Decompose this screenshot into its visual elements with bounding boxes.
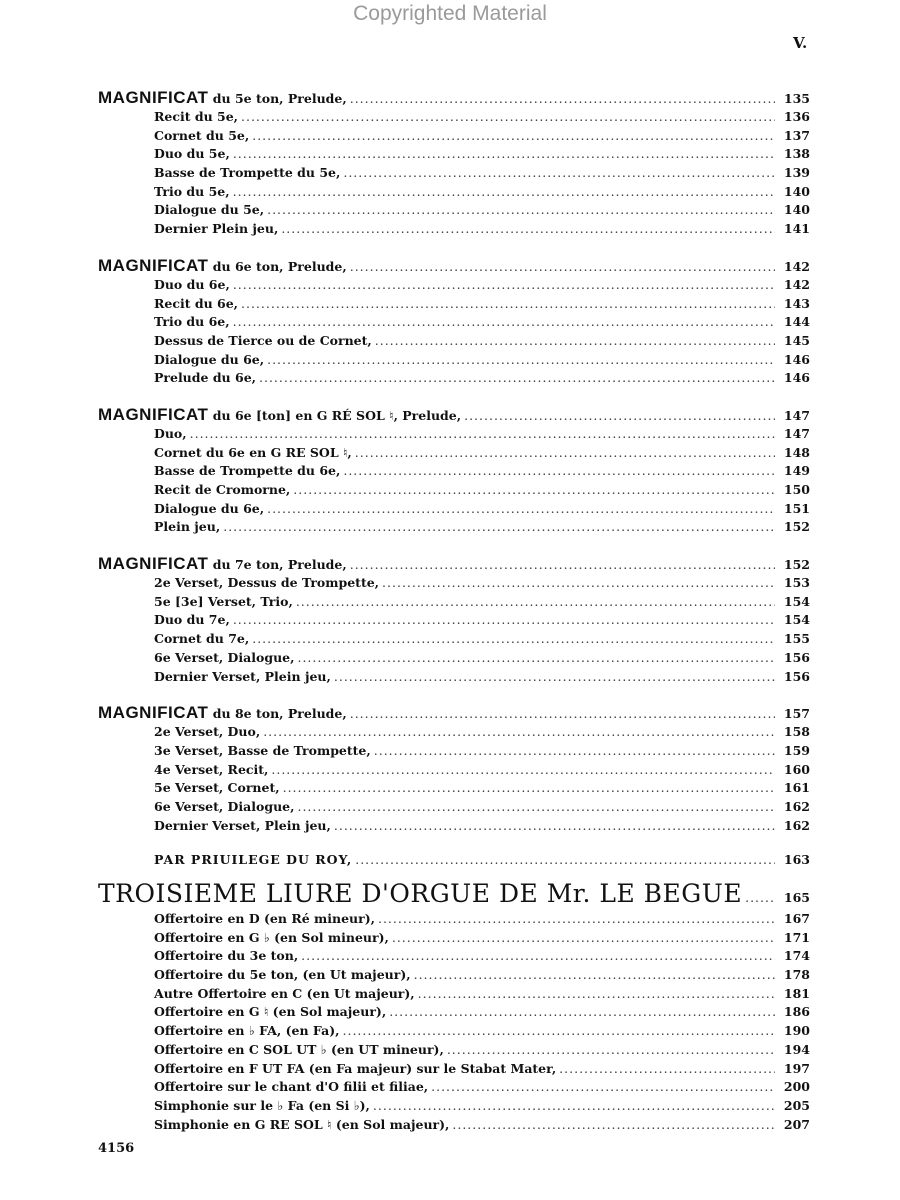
entry-page: 145 bbox=[783, 332, 810, 348]
toc-entry bbox=[98, 947, 810, 966]
leader-dots bbox=[375, 332, 775, 351]
entry-title bbox=[98, 985, 415, 1004]
leader-dots bbox=[374, 742, 775, 761]
toc-entry bbox=[98, 183, 810, 202]
leader-dots bbox=[259, 369, 775, 388]
entry-title bbox=[98, 220, 278, 239]
toc-entry bbox=[98, 966, 810, 985]
entry-page: 205 bbox=[783, 1097, 810, 1113]
entry-text: Offertoire en F UT FA (en Fa majeur) sur le Stabat Mater, bbox=[154, 1060, 557, 1076]
book-entries bbox=[98, 910, 810, 1134]
entry-title bbox=[98, 332, 372, 351]
toc-entry bbox=[98, 295, 810, 314]
entry-page: 156 bbox=[783, 649, 810, 665]
entry-page: 139 bbox=[783, 165, 810, 181]
entry-title bbox=[98, 668, 331, 687]
leader-dots bbox=[267, 500, 775, 519]
toc-entry bbox=[98, 313, 810, 332]
entry-text: Prelude du 6e, bbox=[154, 370, 257, 386]
entry-page: 171 bbox=[783, 929, 810, 945]
entry-title bbox=[98, 1078, 428, 1097]
toc-entry bbox=[98, 351, 810, 370]
heading-prefix: MAGNIFICAT bbox=[98, 255, 209, 275]
leader-dots bbox=[233, 276, 775, 295]
entry-page: 181 bbox=[783, 985, 810, 1001]
leader-dots bbox=[373, 1097, 775, 1116]
entry-text: Simphonie en G RE SOL ♮ (en Sol majeur), bbox=[154, 1116, 450, 1132]
leader-dots bbox=[343, 1022, 776, 1041]
leader-dots bbox=[241, 295, 775, 314]
leader-dots bbox=[559, 1060, 775, 1079]
leader-dots bbox=[355, 444, 775, 463]
leader-dots bbox=[296, 593, 775, 612]
privilege-entry bbox=[98, 851, 810, 870]
leader-dots bbox=[350, 554, 775, 575]
entry-title bbox=[98, 817, 331, 836]
entry-page: 138 bbox=[783, 146, 810, 162]
entry-title bbox=[98, 1022, 340, 1041]
entry-title bbox=[98, 630, 249, 649]
entry-page: 186 bbox=[783, 1004, 810, 1020]
entry-text: Dernier Verset, Plein jeu, bbox=[154, 668, 331, 684]
entry-page: 200 bbox=[783, 1079, 810, 1095]
entry-title bbox=[98, 164, 340, 183]
entry-page: 153 bbox=[783, 575, 810, 591]
footer-code: 4156 bbox=[98, 1141, 135, 1156]
entry-page: 167 bbox=[783, 911, 810, 926]
section-heading bbox=[98, 404, 810, 425]
entry-title bbox=[98, 481, 290, 500]
heading-prefix: MAGNIFICAT bbox=[98, 88, 209, 107]
entry-text: 6e Verset, Dialogue, bbox=[154, 649, 295, 665]
toc-entry bbox=[98, 910, 810, 929]
entry-text: Offertoire en G ♭ (en Sol mineur), bbox=[154, 929, 389, 945]
entry-title bbox=[98, 518, 220, 537]
toc-entry bbox=[98, 929, 810, 948]
magnificat-sections bbox=[98, 87, 810, 835]
entry-text: 2e Verset, Dessus de Trompette, bbox=[154, 575, 380, 591]
toc-entry bbox=[98, 1003, 810, 1022]
leader-dots bbox=[263, 723, 775, 742]
entry-title bbox=[98, 966, 411, 985]
copyright-watermark: Copyrighted Material bbox=[353, 2, 547, 25]
leader-dots bbox=[389, 1003, 775, 1022]
leader-dots bbox=[447, 1041, 775, 1060]
toc-entry bbox=[98, 108, 810, 127]
book-title: TROISIEME LIURE D'ORGUE DE Mr. LE BEGUE bbox=[98, 879, 743, 908]
entry-text: 6e Verset, Dialogue, bbox=[154, 798, 295, 814]
entry-text: Offertoire du 3e ton, bbox=[154, 948, 299, 964]
entry-title bbox=[98, 404, 461, 426]
entry-page: 194 bbox=[783, 1041, 810, 1057]
entry-page: 163 bbox=[783, 852, 810, 868]
leader-dots bbox=[414, 966, 775, 985]
entry-page: 154 bbox=[783, 612, 810, 628]
entry-page: 142 bbox=[783, 258, 810, 274]
leader-dots bbox=[418, 985, 775, 1004]
leader-dots bbox=[252, 630, 775, 649]
entry-text: Cornet du 6e en G RE SOL ♮, bbox=[154, 444, 352, 460]
leader-dots bbox=[452, 1116, 775, 1135]
entry-text: Trio du 5e, bbox=[154, 183, 230, 199]
entry-text: Duo du 6e, bbox=[154, 276, 230, 292]
entry-title bbox=[98, 444, 352, 463]
leader-dots bbox=[281, 220, 775, 239]
entry-title bbox=[98, 553, 347, 575]
heading-text: du 6e [ton] en G RÉ SOL ♮, Prelude, bbox=[208, 407, 462, 423]
magnificat-section bbox=[98, 553, 810, 686]
toc-entry bbox=[98, 798, 810, 817]
leader-dots bbox=[233, 313, 775, 332]
entry-title bbox=[98, 183, 230, 202]
toc-entry bbox=[98, 1041, 810, 1060]
entry-title bbox=[98, 145, 230, 164]
toc-entry bbox=[98, 1078, 810, 1097]
entry-text: Trio du 6e, bbox=[154, 314, 230, 330]
leader-dots bbox=[343, 164, 775, 183]
entry-title bbox=[98, 425, 187, 444]
entry-page: 158 bbox=[783, 724, 810, 740]
toc-entry bbox=[98, 723, 810, 742]
entry-page: 159 bbox=[783, 742, 810, 758]
magnificat-section bbox=[98, 404, 810, 537]
entry-text: Basse de Trompette du 5e, bbox=[154, 165, 341, 181]
entry-title bbox=[98, 276, 230, 295]
toc-entry bbox=[98, 630, 810, 649]
entry-page: 149 bbox=[783, 463, 810, 479]
heading-prefix: MAGNIFICAT bbox=[98, 554, 209, 574]
leader-dots bbox=[271, 761, 775, 780]
entry-text: Recit de Cromorne, bbox=[154, 482, 291, 497]
entry-page: 143 bbox=[783, 295, 810, 311]
entry-text: 5e [3e] Verset, Trio, bbox=[154, 593, 293, 609]
entry-text: Dessus de Tierce ou de Cornet, bbox=[154, 332, 372, 348]
leader-dots bbox=[334, 668, 775, 687]
entry-title bbox=[98, 702, 347, 724]
leader-dots bbox=[382, 574, 775, 593]
entry-page: 162 bbox=[783, 817, 810, 833]
entry-title bbox=[98, 929, 389, 948]
leader-dots bbox=[241, 108, 775, 127]
entry-text: Duo du 5e, bbox=[154, 146, 230, 162]
entry-title bbox=[98, 947, 298, 966]
entry-page: 150 bbox=[783, 482, 810, 497]
leader-dots bbox=[392, 929, 775, 948]
toc-entry bbox=[98, 668, 810, 687]
entry-text: Basse de Trompette du 6e, bbox=[154, 463, 341, 479]
heading-text: du 5e ton, Prelude, bbox=[208, 91, 347, 106]
leader-dots bbox=[297, 649, 775, 668]
entry-title bbox=[98, 574, 379, 593]
entry-text: Cornet du 7e, bbox=[154, 631, 250, 647]
toc-entry bbox=[98, 201, 810, 220]
entry-title bbox=[98, 500, 264, 519]
entry-title bbox=[98, 1097, 370, 1116]
toc-entry bbox=[98, 1022, 810, 1041]
entry-page: 154 bbox=[783, 593, 810, 609]
leader-dots bbox=[283, 779, 775, 798]
toc-entry bbox=[98, 518, 810, 537]
toc-entry bbox=[98, 761, 810, 780]
entry-text: Dernier Verset, Plein jeu, bbox=[154, 817, 331, 833]
entry-text: Autre Offertoire en C (en Ut majeur), bbox=[154, 985, 415, 1001]
entry-page: 137 bbox=[783, 127, 810, 143]
entry-text: Offertoire en C SOL UT ♭ (en UT mineur), bbox=[154, 1041, 444, 1057]
heading-text: du 7e ton, Prelude, bbox=[208, 557, 347, 573]
toc-entry bbox=[98, 425, 810, 444]
toc-entry bbox=[98, 127, 810, 146]
entry-title bbox=[98, 723, 260, 742]
toc-entry bbox=[98, 649, 810, 668]
toc-entry bbox=[98, 611, 810, 630]
entry-page: 147 bbox=[783, 407, 810, 423]
entry-text: Offertoire en D (en Ré mineur), bbox=[154, 911, 375, 926]
entry-page: 157 bbox=[783, 706, 810, 722]
toc-entry bbox=[98, 332, 810, 351]
toc-entry bbox=[98, 369, 810, 388]
toc-entry bbox=[98, 985, 810, 1004]
leader-dots bbox=[252, 127, 775, 146]
toc-entry bbox=[98, 779, 810, 798]
leader-dots bbox=[233, 611, 775, 630]
leader-dots bbox=[355, 851, 775, 870]
magnificat-section bbox=[98, 702, 810, 835]
entry-title bbox=[98, 108, 238, 127]
entry-text: Dialogue du 6e, bbox=[154, 500, 265, 516]
leader-dots bbox=[343, 462, 775, 481]
heading-text: du 8e ton, Prelude, bbox=[208, 706, 347, 722]
section-heading bbox=[98, 702, 810, 723]
entry-title bbox=[98, 1116, 449, 1135]
leader-dots bbox=[464, 405, 775, 426]
entry-title bbox=[98, 798, 294, 817]
entry-text: Dialogue du 6e, bbox=[154, 351, 265, 367]
leader-dots bbox=[233, 183, 775, 202]
leader-dots bbox=[350, 703, 775, 724]
toc-entry bbox=[98, 481, 810, 500]
entry-page: 155 bbox=[783, 631, 810, 647]
entry-page: 197 bbox=[783, 1060, 810, 1076]
entry-page: 141 bbox=[783, 221, 810, 237]
section-heading bbox=[98, 255, 810, 276]
entry-page: 135 bbox=[783, 91, 810, 106]
entry-page: 140 bbox=[783, 183, 810, 199]
entry-title bbox=[98, 742, 371, 761]
leader-dots bbox=[334, 817, 775, 836]
entry-page: 161 bbox=[783, 780, 810, 796]
entry-text: Cornet du 5e, bbox=[154, 127, 250, 143]
entry-page: 162 bbox=[783, 798, 810, 814]
entry-page: 207 bbox=[783, 1116, 810, 1132]
toc-entry bbox=[98, 817, 810, 836]
entry-page: 136 bbox=[783, 109, 810, 124]
entry-page: 148 bbox=[783, 444, 810, 460]
entry-text: Simphonie sur le ♭ Fa (en Si ♭), bbox=[154, 1097, 370, 1113]
leader-dots bbox=[301, 947, 775, 966]
toc-entry bbox=[98, 593, 810, 612]
entry-text: 3e Verset, Basse de Trompette, bbox=[154, 742, 371, 758]
toc-entry bbox=[98, 742, 810, 761]
leader-dots bbox=[293, 481, 775, 500]
entry-page: 140 bbox=[783, 202, 810, 218]
entry-page: 152 bbox=[783, 557, 810, 573]
entry-text: Recit du 6e, bbox=[154, 295, 239, 311]
entry-title bbox=[98, 910, 375, 929]
entry-page: 165 bbox=[783, 890, 810, 905]
entry-text: 4e Verset, Recit, bbox=[154, 761, 269, 777]
entry-page: 146 bbox=[783, 370, 810, 386]
entry-text: Recit du 5e, bbox=[154, 109, 239, 124]
toc-entry bbox=[98, 574, 810, 593]
toc-entry bbox=[98, 462, 810, 481]
entry-title bbox=[98, 593, 293, 612]
magnificat-section bbox=[98, 87, 810, 239]
entry-title bbox=[98, 313, 230, 332]
toc-entry bbox=[98, 1116, 810, 1135]
entry-title bbox=[98, 295, 238, 314]
toc-entry bbox=[98, 276, 810, 295]
heading-prefix: MAGNIFICAT bbox=[98, 703, 209, 723]
leader-dots bbox=[378, 910, 775, 929]
entry-text: Duo du 7e, bbox=[154, 612, 230, 628]
entry-title bbox=[98, 1041, 444, 1060]
entry-text: Dialogue du 5e, bbox=[154, 202, 265, 218]
heading-prefix: MAGNIFICAT bbox=[98, 404, 209, 424]
entry-title bbox=[98, 127, 249, 146]
toc-entry bbox=[98, 1060, 810, 1079]
toc-entry bbox=[98, 500, 810, 519]
heading-text: du 6e ton, Prelude, bbox=[208, 258, 347, 274]
toc-entry bbox=[98, 164, 810, 183]
leader-dots bbox=[350, 88, 775, 109]
leader-dots bbox=[223, 518, 775, 537]
leader-dots bbox=[431, 1078, 775, 1097]
entry-page: 151 bbox=[783, 500, 810, 516]
entry-text: Offertoire du 5e ton, (en Ut majeur), bbox=[154, 967, 411, 983]
toc-entry bbox=[98, 1097, 810, 1116]
entry-page: 160 bbox=[783, 761, 810, 777]
section-heading bbox=[98, 87, 810, 108]
page-number: V. bbox=[793, 34, 808, 52]
entry-title bbox=[98, 1003, 386, 1022]
entry-page: 174 bbox=[783, 948, 810, 964]
entry-page: 146 bbox=[783, 351, 810, 367]
entry-title bbox=[98, 462, 340, 481]
entry-page: 144 bbox=[783, 314, 810, 330]
entry-page: 147 bbox=[783, 425, 810, 441]
entry-text: Dernier Plein jeu, bbox=[154, 221, 279, 237]
entry-text: 5e Verset, Cornet, bbox=[154, 780, 280, 796]
entry-title bbox=[98, 87, 347, 109]
entry-text: 2e Verset, Duo, bbox=[154, 724, 261, 740]
section-heading bbox=[98, 553, 810, 574]
entry-page: 178 bbox=[783, 967, 810, 983]
leader-dots bbox=[267, 201, 775, 220]
entry-text: Offertoire en G ♮ (en Sol majeur), bbox=[154, 1004, 387, 1020]
entry-text: Plein jeu, bbox=[154, 519, 221, 535]
entry-text: Offertoire en ♭ FA, (en Fa), bbox=[154, 1023, 340, 1039]
entry-title bbox=[98, 369, 256, 388]
entry-page: 152 bbox=[783, 519, 810, 535]
table-of-contents bbox=[98, 87, 810, 1134]
entry-title: PAR PRIUILEGE DU ROY, bbox=[154, 852, 353, 868]
magnificat-section bbox=[98, 255, 810, 388]
toc-entry bbox=[98, 220, 810, 239]
entry-title bbox=[98, 761, 268, 780]
entry-text: Offertoire sur le chant d'O filii et filiae, bbox=[154, 1079, 429, 1095]
book-heading bbox=[98, 878, 810, 910]
leader-dots bbox=[350, 256, 775, 277]
entry-title bbox=[98, 351, 264, 370]
entry-page: 156 bbox=[783, 668, 810, 684]
entry-text: Duo, bbox=[154, 425, 187, 441]
toc-entry bbox=[98, 145, 810, 164]
entry-page: 190 bbox=[783, 1023, 810, 1039]
toc-entry bbox=[98, 444, 810, 463]
entry-title bbox=[98, 649, 294, 668]
leader-dots bbox=[190, 425, 775, 444]
entry-title bbox=[98, 255, 347, 277]
entry-page: 142 bbox=[783, 276, 810, 292]
entry-title bbox=[98, 779, 280, 798]
entry-title bbox=[98, 201, 264, 220]
leader-dots bbox=[297, 798, 775, 817]
leader-dots bbox=[267, 351, 775, 370]
entry-title bbox=[98, 1060, 556, 1079]
entry-title bbox=[98, 611, 230, 630]
leader-dots bbox=[233, 145, 775, 164]
